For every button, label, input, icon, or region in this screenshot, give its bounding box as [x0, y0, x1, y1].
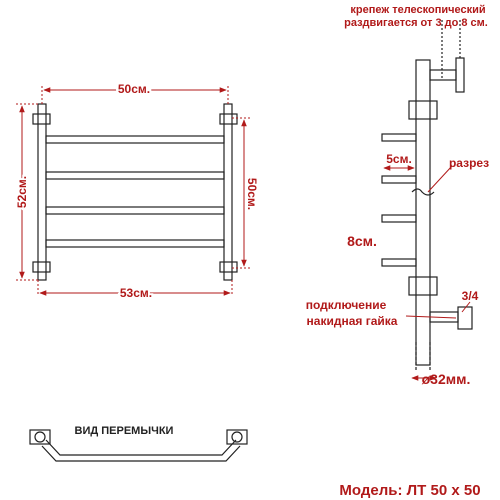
- side-dimensions: [380, 166, 470, 378]
- jumper-bar: [42, 440, 240, 461]
- side-post: [416, 60, 430, 365]
- pipe-diameter-label: ø32мм.: [421, 371, 471, 387]
- cut-break: [412, 189, 434, 195]
- top-width-label: 50см.: [117, 82, 151, 96]
- right-bottom-mount: [220, 262, 237, 272]
- rung-stub-1: [382, 134, 416, 141]
- cut-label: разрез: [448, 156, 490, 170]
- left-top-mount: [33, 114, 50, 124]
- rung-4: [46, 240, 224, 247]
- thread-size-label: 3/4: [461, 289, 479, 303]
- left-bottom-mount: [33, 262, 50, 272]
- right-top-mount: [220, 114, 237, 124]
- model-label: Модель: ЛТ 50 х 50: [339, 482, 481, 499]
- union-nut: [458, 307, 472, 329]
- wall-flange: [456, 58, 464, 92]
- right-post: [224, 104, 232, 280]
- rung-2: [46, 172, 224, 179]
- rung-stub-4: [382, 259, 416, 266]
- upper-collar: [409, 101, 437, 119]
- left-post: [38, 104, 46, 280]
- right-height-label: 50см.: [245, 177, 259, 211]
- jumper-view-title: ВИД ПЕРЕМЫЧКИ: [74, 425, 174, 437]
- bar-depth-label: 5см.: [386, 152, 412, 166]
- front-dimensions: [16, 86, 250, 296]
- rung-stub-2: [382, 176, 416, 183]
- connection-label-line-2: накидная гайка: [306, 314, 398, 328]
- jumper-right-end: [227, 430, 247, 444]
- lower-collar: [409, 277, 437, 295]
- left-height-label: 52см.: [15, 175, 29, 209]
- telescopic-mount: [430, 70, 456, 80]
- rung-1: [46, 136, 224, 143]
- rung-stub-3: [382, 215, 416, 222]
- mount-note-line-2: раздвигается от 3 до 8 см.: [344, 17, 488, 29]
- offset-label: 8см.: [347, 233, 377, 249]
- connection-label-line-1: подключение: [305, 298, 387, 312]
- rung-3: [46, 207, 224, 214]
- bottom-width-label: 53см.: [119, 286, 153, 300]
- mount-note-line-1: крепеж телескопический: [350, 4, 486, 16]
- connection-leader: [406, 316, 456, 318]
- front-view: [33, 104, 237, 280]
